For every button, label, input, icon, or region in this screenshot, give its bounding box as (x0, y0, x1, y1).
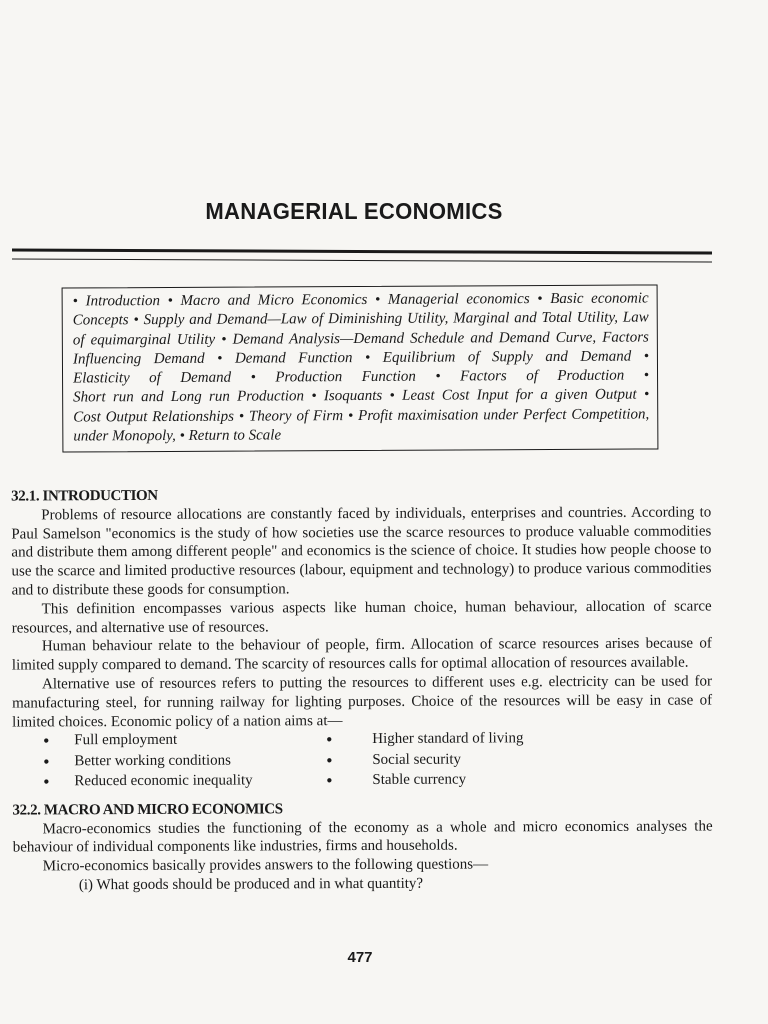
topic-bullet: • (72, 293, 78, 310)
topic-item: Theory of Firm (248, 407, 344, 425)
economic-policy-aims-list (12, 729, 712, 793)
list-item: ● Social security (312, 749, 712, 770)
topic-item: Supply and Demand—Law of Diminishing Utility, Marginal and Total Utility, Law of equimarginal Utility (72, 309, 649, 349)
topic-item: Isoquants (323, 388, 383, 405)
section-heading-introduction: 32.1. INTRODUCTION (11, 487, 158, 505)
topic-item: Demand Function (234, 349, 353, 367)
list-item: ● Reduced economic inequality (12, 772, 312, 793)
list-item: ● Higher standard of living (312, 729, 712, 750)
topic-bullet: • (643, 386, 650, 403)
topic-bullet: • (250, 369, 256, 386)
body-paragraph: Human behaviour relate to the behaviour of people, firm. Allocation of scarce resources arises because of limited supply compared to demand. The scarcity of resources calls for optimal allocation of resources available. (11, 635, 712, 674)
topic-item: Factors of Production (460, 367, 625, 385)
body-paragraph: This definition encompasses various aspects like human choice, human behaviour, allocation of scarce resources, and alternative use of resources. (11, 598, 712, 637)
topic-bullet: • (238, 408, 245, 425)
topic-item: Return to Scale (188, 427, 282, 444)
page-content (11, 484, 713, 895)
topic-item: Least Cost Input for a given Output (402, 387, 637, 405)
body-paragraph: Micro-economics basically provides answers to the following questions— (42, 856, 489, 875)
topic-item: Basic economic Concepts (72, 290, 649, 329)
topic-bullet: • (389, 388, 395, 405)
topic-bullet: • (311, 388, 317, 405)
title-rule-thin (12, 258, 712, 262)
body-paragraph: Alternative use of resources refers to putting the resources to different uses e.g. electricity can be used for manufacturing steel, for running railway for lighting purposes. Choice of the resources will be easy in case of limited choices. Economic policy of a nation aims at— (12, 673, 713, 731)
topic-item: Cost Output Relationships (73, 408, 234, 426)
topic-item: Introduction (85, 293, 161, 310)
list-item: ● Full employment (12, 731, 312, 752)
topic-item: Managerial economics (387, 291, 530, 308)
topic-bullet: • (643, 348, 650, 365)
topic-bullet: • (347, 407, 354, 424)
topic-bullet: • (435, 368, 441, 385)
topic-bullet: • (179, 427, 185, 445)
chapter-topics-box (62, 284, 659, 452)
topic-item: Production Function (275, 368, 416, 386)
chapter-title: MANAGERIAL ECONOMICS (205, 198, 503, 224)
topic-bullet: • (537, 291, 543, 308)
topic-item: Demand Analysis—Demand Schedule and Demand Curve, Factors Influencing Demand (72, 329, 649, 368)
page-number: 477 (347, 949, 373, 966)
list-item: ● Better working conditions (12, 751, 312, 772)
topic-bullet: • (374, 291, 381, 308)
body-paragraph: Macro-economics studies the functioning of the economy as a whole and micro economics analyses the behaviour of individual components like industries, firms and households. (12, 818, 713, 856)
topic-bullet: • (133, 312, 139, 329)
topic-bullet: • (221, 331, 227, 348)
topic-item: Profit maximisation under Perfect Competition, under Monopoly, (73, 406, 650, 445)
topic-bullet: • (643, 367, 650, 384)
topic-item: Macro and Micro Economics (180, 291, 368, 309)
question-item: (i) What goods should be produced and in what quantity? (78, 875, 424, 894)
body-paragraph: Problems of resource allocations are constantly faced by individuals, enterprises and countries. According to Paul Samelson "economics is the study of how societies use the scarce resources to produce valuable commodities and distribute them among different people" and economics is the science of choice. It studies how people choose to use the scarce and limited productive resources (labour, equipment and technology) to produce various commodities and to distribute these goods for consumption. (11, 504, 712, 599)
section-heading-macro-micro: 32.2. MACRO AND MICRO ECONOMICS (12, 801, 283, 819)
topic-bullet: • (364, 349, 371, 366)
topic-bullet: • (217, 350, 223, 367)
topic-item: Short run and Long run Production (73, 388, 305, 406)
list-item: ● Stable currency (312, 770, 712, 791)
topic-bullet: • (167, 292, 173, 310)
topic-item: Equilibrium of Supply and Demand (382, 348, 632, 366)
topic-item: Elasticity of Demand (73, 369, 232, 387)
title-rule-thick (12, 248, 712, 254)
